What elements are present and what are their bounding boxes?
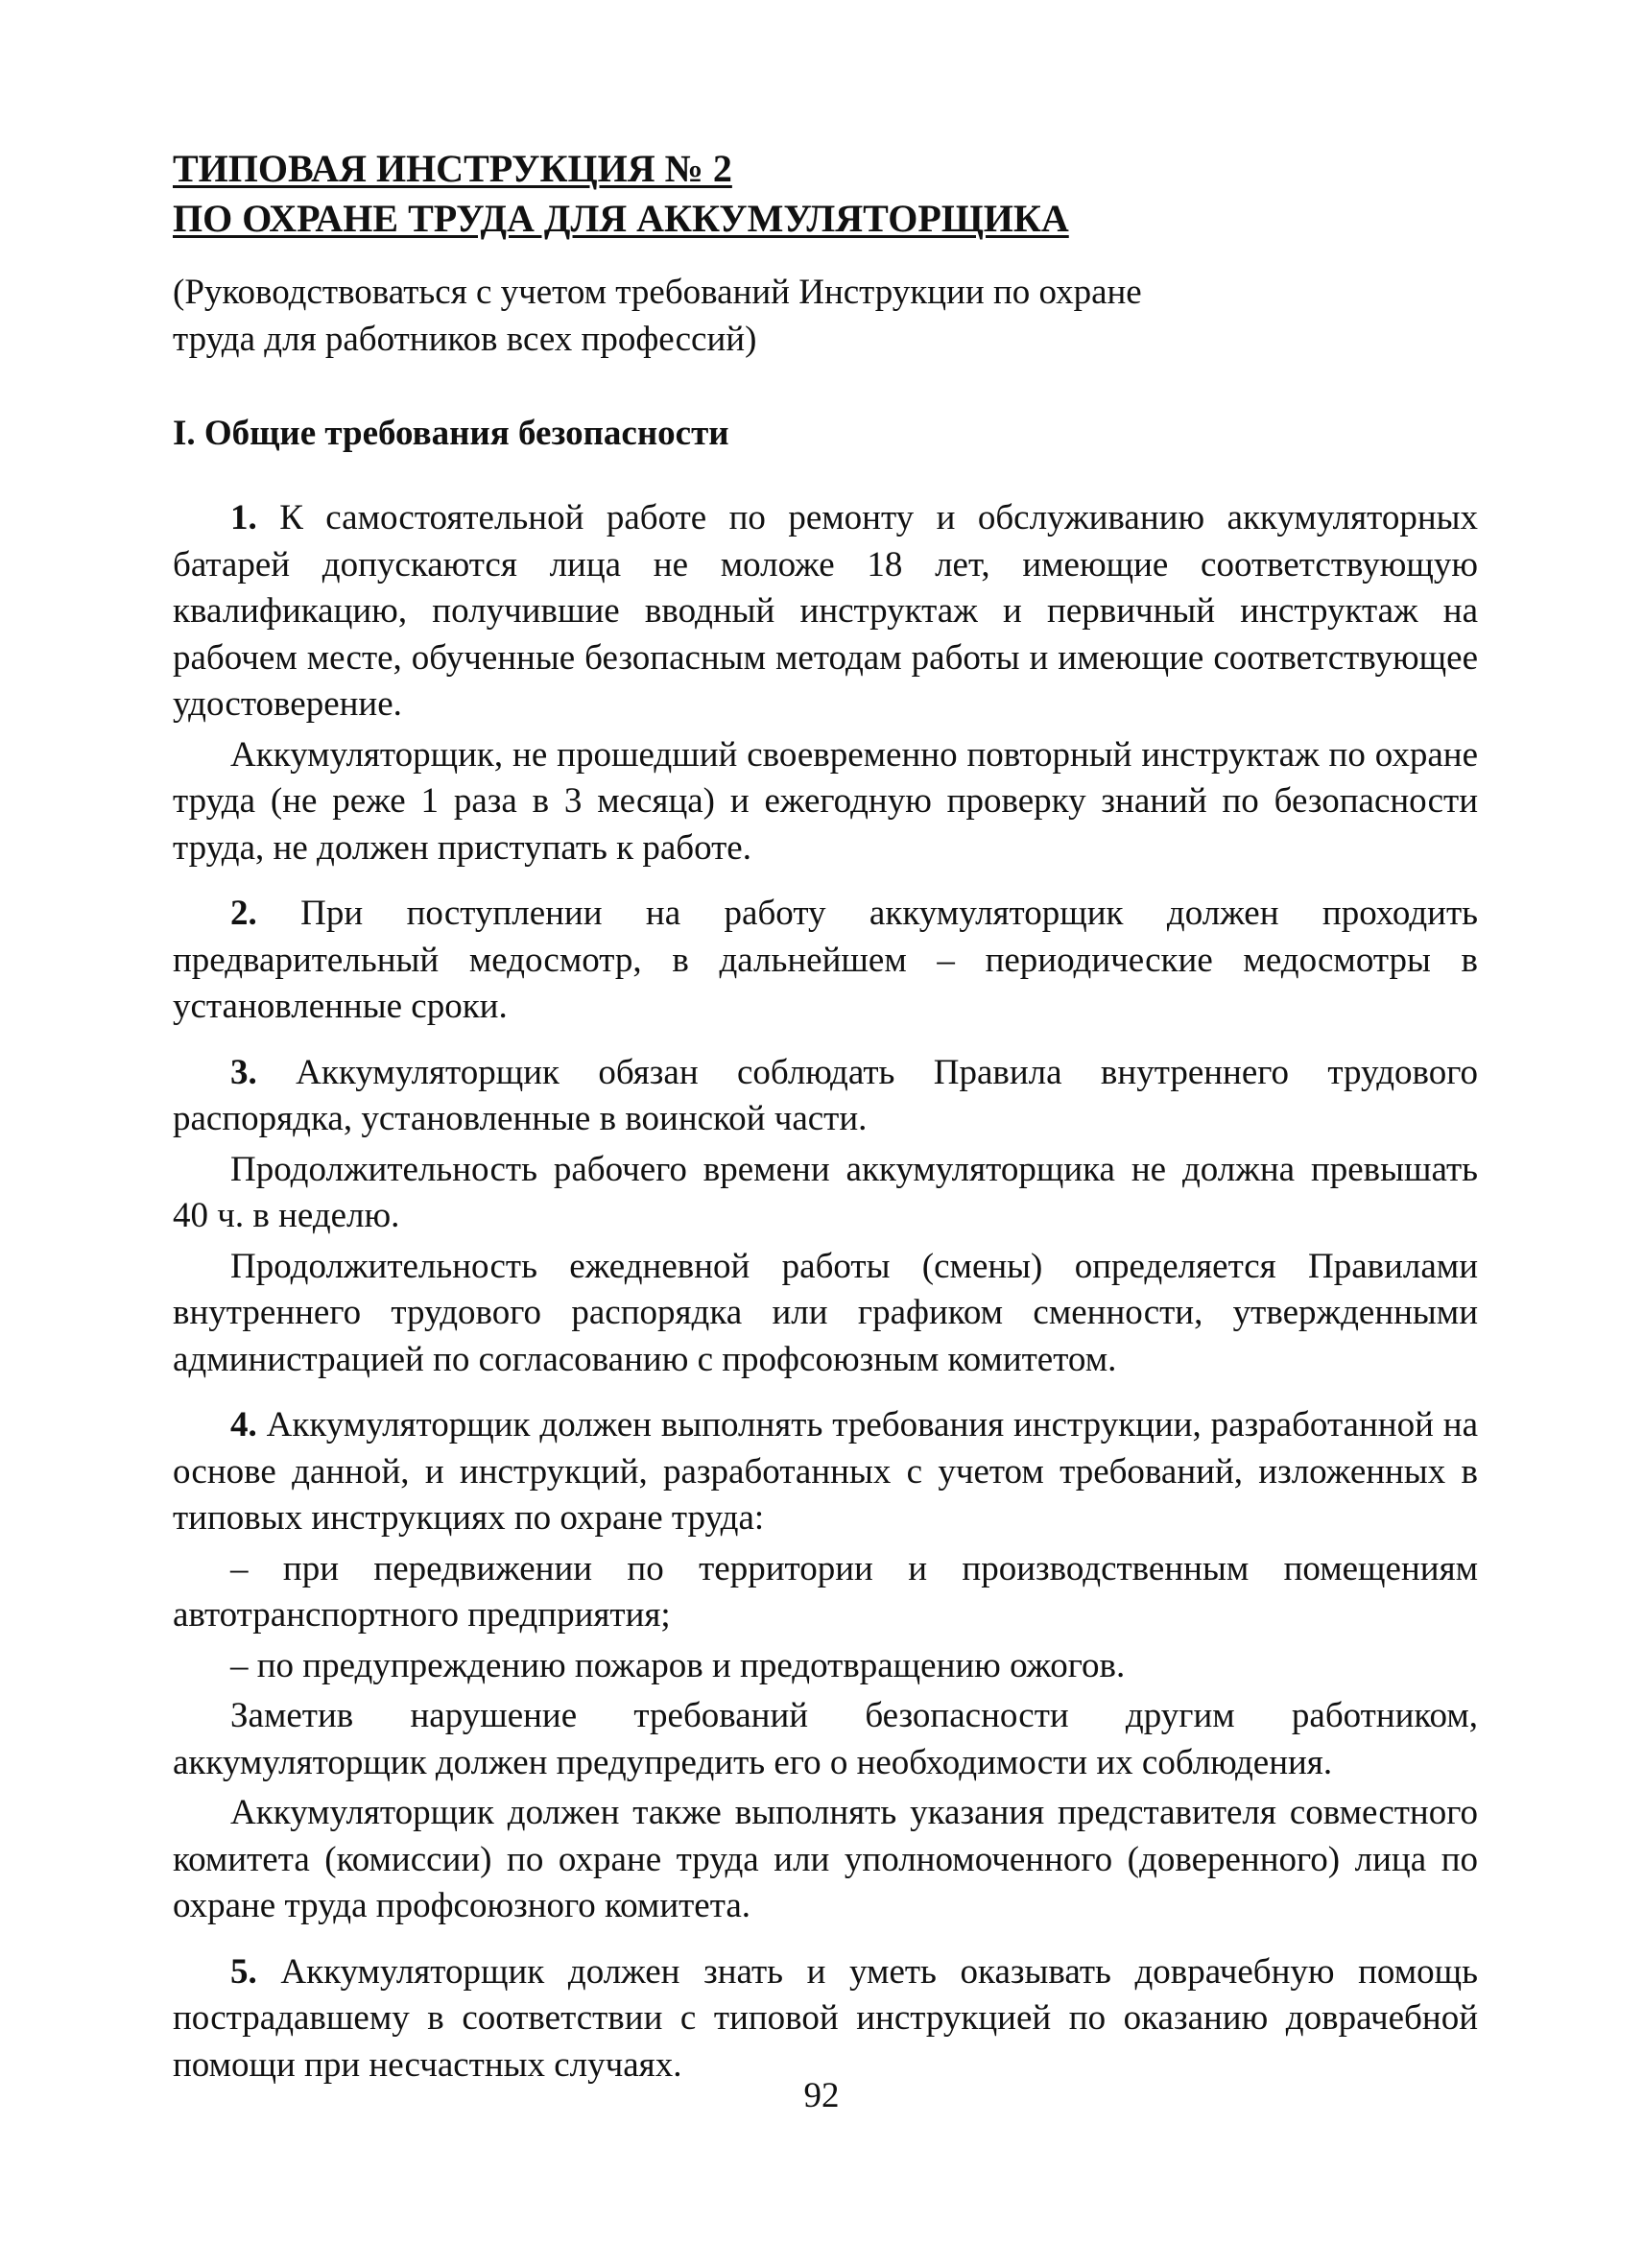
list-item-movement [173, 1546, 1478, 1639]
paragraph-4-committee [173, 1790, 1478, 1930]
paragraph-text: Аккумуляторщик должен также выполнять указания представителя совместного комитета (комиссии) по охране труда или уполномоченного (доверенного) лица по охране труда профсоюзного комитета. [173, 1793, 1478, 1925]
paragraph-text: – при передвижении по территории и производственным помещениям автотранспортного предприятия; [173, 1548, 1478, 1635]
paragraph-4-violations [173, 1693, 1478, 1786]
list-item-fire-prevention [173, 1643, 1478, 1690]
paragraph-text: Продолжительность рабочего времени аккумуляторщика не должна превышать 40 ч. в неделю. [173, 1149, 1478, 1235]
paragraph-number: 5. [230, 1951, 257, 1992]
paragraph-number: 4. [230, 1405, 257, 1444]
paragraph-text: Аккумуляторщик должен знать и уметь оказывать доврачебную помощь пострадавшему в соответствии с типовой инструкцией по оказанию доврачебной помощи при несчастных случаях. [173, 1951, 1478, 2085]
document-page [173, 144, 1478, 2089]
title-line-1: ТИПОВАЯ ИНСТРУКЦИЯ № 2 [173, 147, 732, 190]
paragraph-text: Продолжительность ежедневной работы (смены) определяется Правилами внутреннего трудового распорядка или графиком сменности, утвержденными администрацией по согласованию с профсоюзным комитетом. [173, 1246, 1478, 1379]
paragraph-4 [173, 1402, 1478, 1542]
paragraph-text: Аккумуляторщик должен выполнять требования инструкции, разработанной на основе данной, и инструкций, разработанных с учетом требований, изложенных в типовых инструкциях по охране труда: [173, 1405, 1478, 1538]
paragraph-3-working-hours [173, 1147, 1478, 1240]
section-body [173, 495, 1478, 2089]
paragraph-5 [173, 1949, 1478, 2089]
paragraph-number: 1. [230, 498, 257, 537]
section-heading: I. Общие требования безопасности [173, 414, 729, 453]
paragraph-text: – по предупреждению пожаров и предотвращению ожогов. [230, 1645, 1126, 1685]
paragraph-2 [173, 891, 1478, 1031]
page-number: 92 [803, 2076, 840, 2115]
paragraph-3-shift-duration [173, 1244, 1478, 1384]
paragraph-number: 3. [230, 1052, 257, 1092]
document-title [173, 144, 1478, 244]
paragraph-text: При поступлении на работу аккумуляторщик должен проходить предварительный медосмотр, в дальнейшем – периодические медосмотры в установленные сроки. [173, 894, 1478, 1026]
paragraph-number: 2. [230, 894, 257, 933]
paragraph-text: Заметив нарушение требований безопасности другим работником, аккумуляторщик должен предупредить его о необходимости их соблюдения. [173, 1696, 1478, 1782]
title-line-2: ПО ОХРАНЕ ТРУДА ДЛЯ АККУМУЛЯТОРЩИКА [173, 197, 1069, 240]
paragraph-3 [173, 1050, 1478, 1143]
paragraph-1 [173, 495, 1478, 728]
paragraph-text: Аккумуляторщик обязан соблюдать Правила внутреннего трудового распорядка, установленные в воинской части. [173, 1052, 1478, 1138]
paragraph-1-continued [173, 732, 1478, 872]
paragraph-text: Аккумуляторщик, не прошедший своевременно повторный инструктаж по охране труда (не реже 1 раза в 3 месяца) и ежегодную проверку знаний по безопасности труда, не должен приступать к работе. [173, 734, 1478, 868]
guidance-note: (Руководствоваться с учетом требований Инструкции по охране труда для работников всех профессий) [173, 273, 1142, 359]
paragraph-text: К самостоятельной работе по ремонту и обслуживанию аккумуляторных батарей допускаются лица не моложе 18 лет, имеющие соответствующую квалификацию, получившие вводный инструктаж и первичный инструктаж на рабочем месте, обученные безопасным методам работы и имеющие соответствующее удостоверение. [173, 498, 1478, 724]
